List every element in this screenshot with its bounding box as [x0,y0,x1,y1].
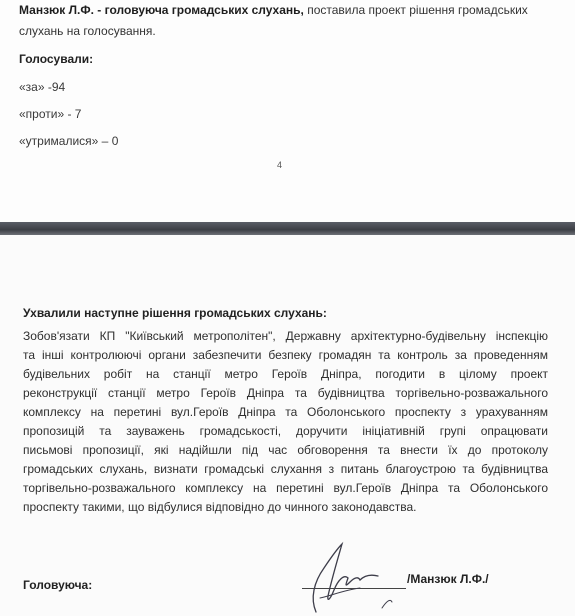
page-divider [0,222,575,235]
resolution-line: пропозицій та зауважень громадськості, доручити ініціативній групі опрацювати [23,424,548,438]
voting-heading: Голосували: [19,52,94,66]
intro-bold-text: Манзюк Л.Ф. - головуюча громадських слухань, [19,3,304,17]
vote-abstained: «утрималися» – 0 [19,134,119,148]
resolution-heading: Ухвалили наступне рішення громадських слухань: [23,306,327,320]
resolution-body [23,327,548,517]
handwritten-signature [280,538,400,616]
resolution-line: проспекту такими, що відбулися відповідно до чинного законодавства. [23,500,417,514]
resolution-line: Зобов'язати КП "Київський метрополітен", Державну архітектурно-будівельну інспекцію [23,329,548,343]
chair-label: Головуюча: [23,578,93,592]
resolution-line: реконструкції станції метро Героїв Дніпра та будівництва торгівельно-розважального [23,386,548,400]
resolution-line: будівельних робіт на станції метро Героїв Дніпра, погодити в цілому проект [23,367,548,381]
resolution-line: комплексу на перетині вул.Героїв Дніпра та Оболонського проспекту з урахуванням [23,405,548,419]
resolution-line: та інші контролюючі органи забезпечити безпеку громадян та контроль за проведенням [23,348,548,362]
page-number: 4 [277,160,283,170]
vote-for: «за» -94 [19,80,66,94]
resolution-line: письмові пропозиції, які надійшли під час обговорення та внести їх до протоколу [23,443,548,457]
intro-text-line2: слухань на голосування. [19,24,156,38]
chair-name: /Манзюк Л.Ф./ [407,572,489,586]
intro-text-line1: поставила проект рішення громадських [303,3,528,17]
page-4-bottom [0,0,575,222]
resolution-line: громадських слухань, визнати громадські слухання з питань благоустрою та будівництва [23,462,548,476]
vote-against: «проти» - 7 [19,107,82,121]
intro-paragraph [19,0,528,42]
resolution-line: торгівельно-розважального комплексу на перетині вул.Героїв Дніпра та Оболонського [23,481,548,495]
